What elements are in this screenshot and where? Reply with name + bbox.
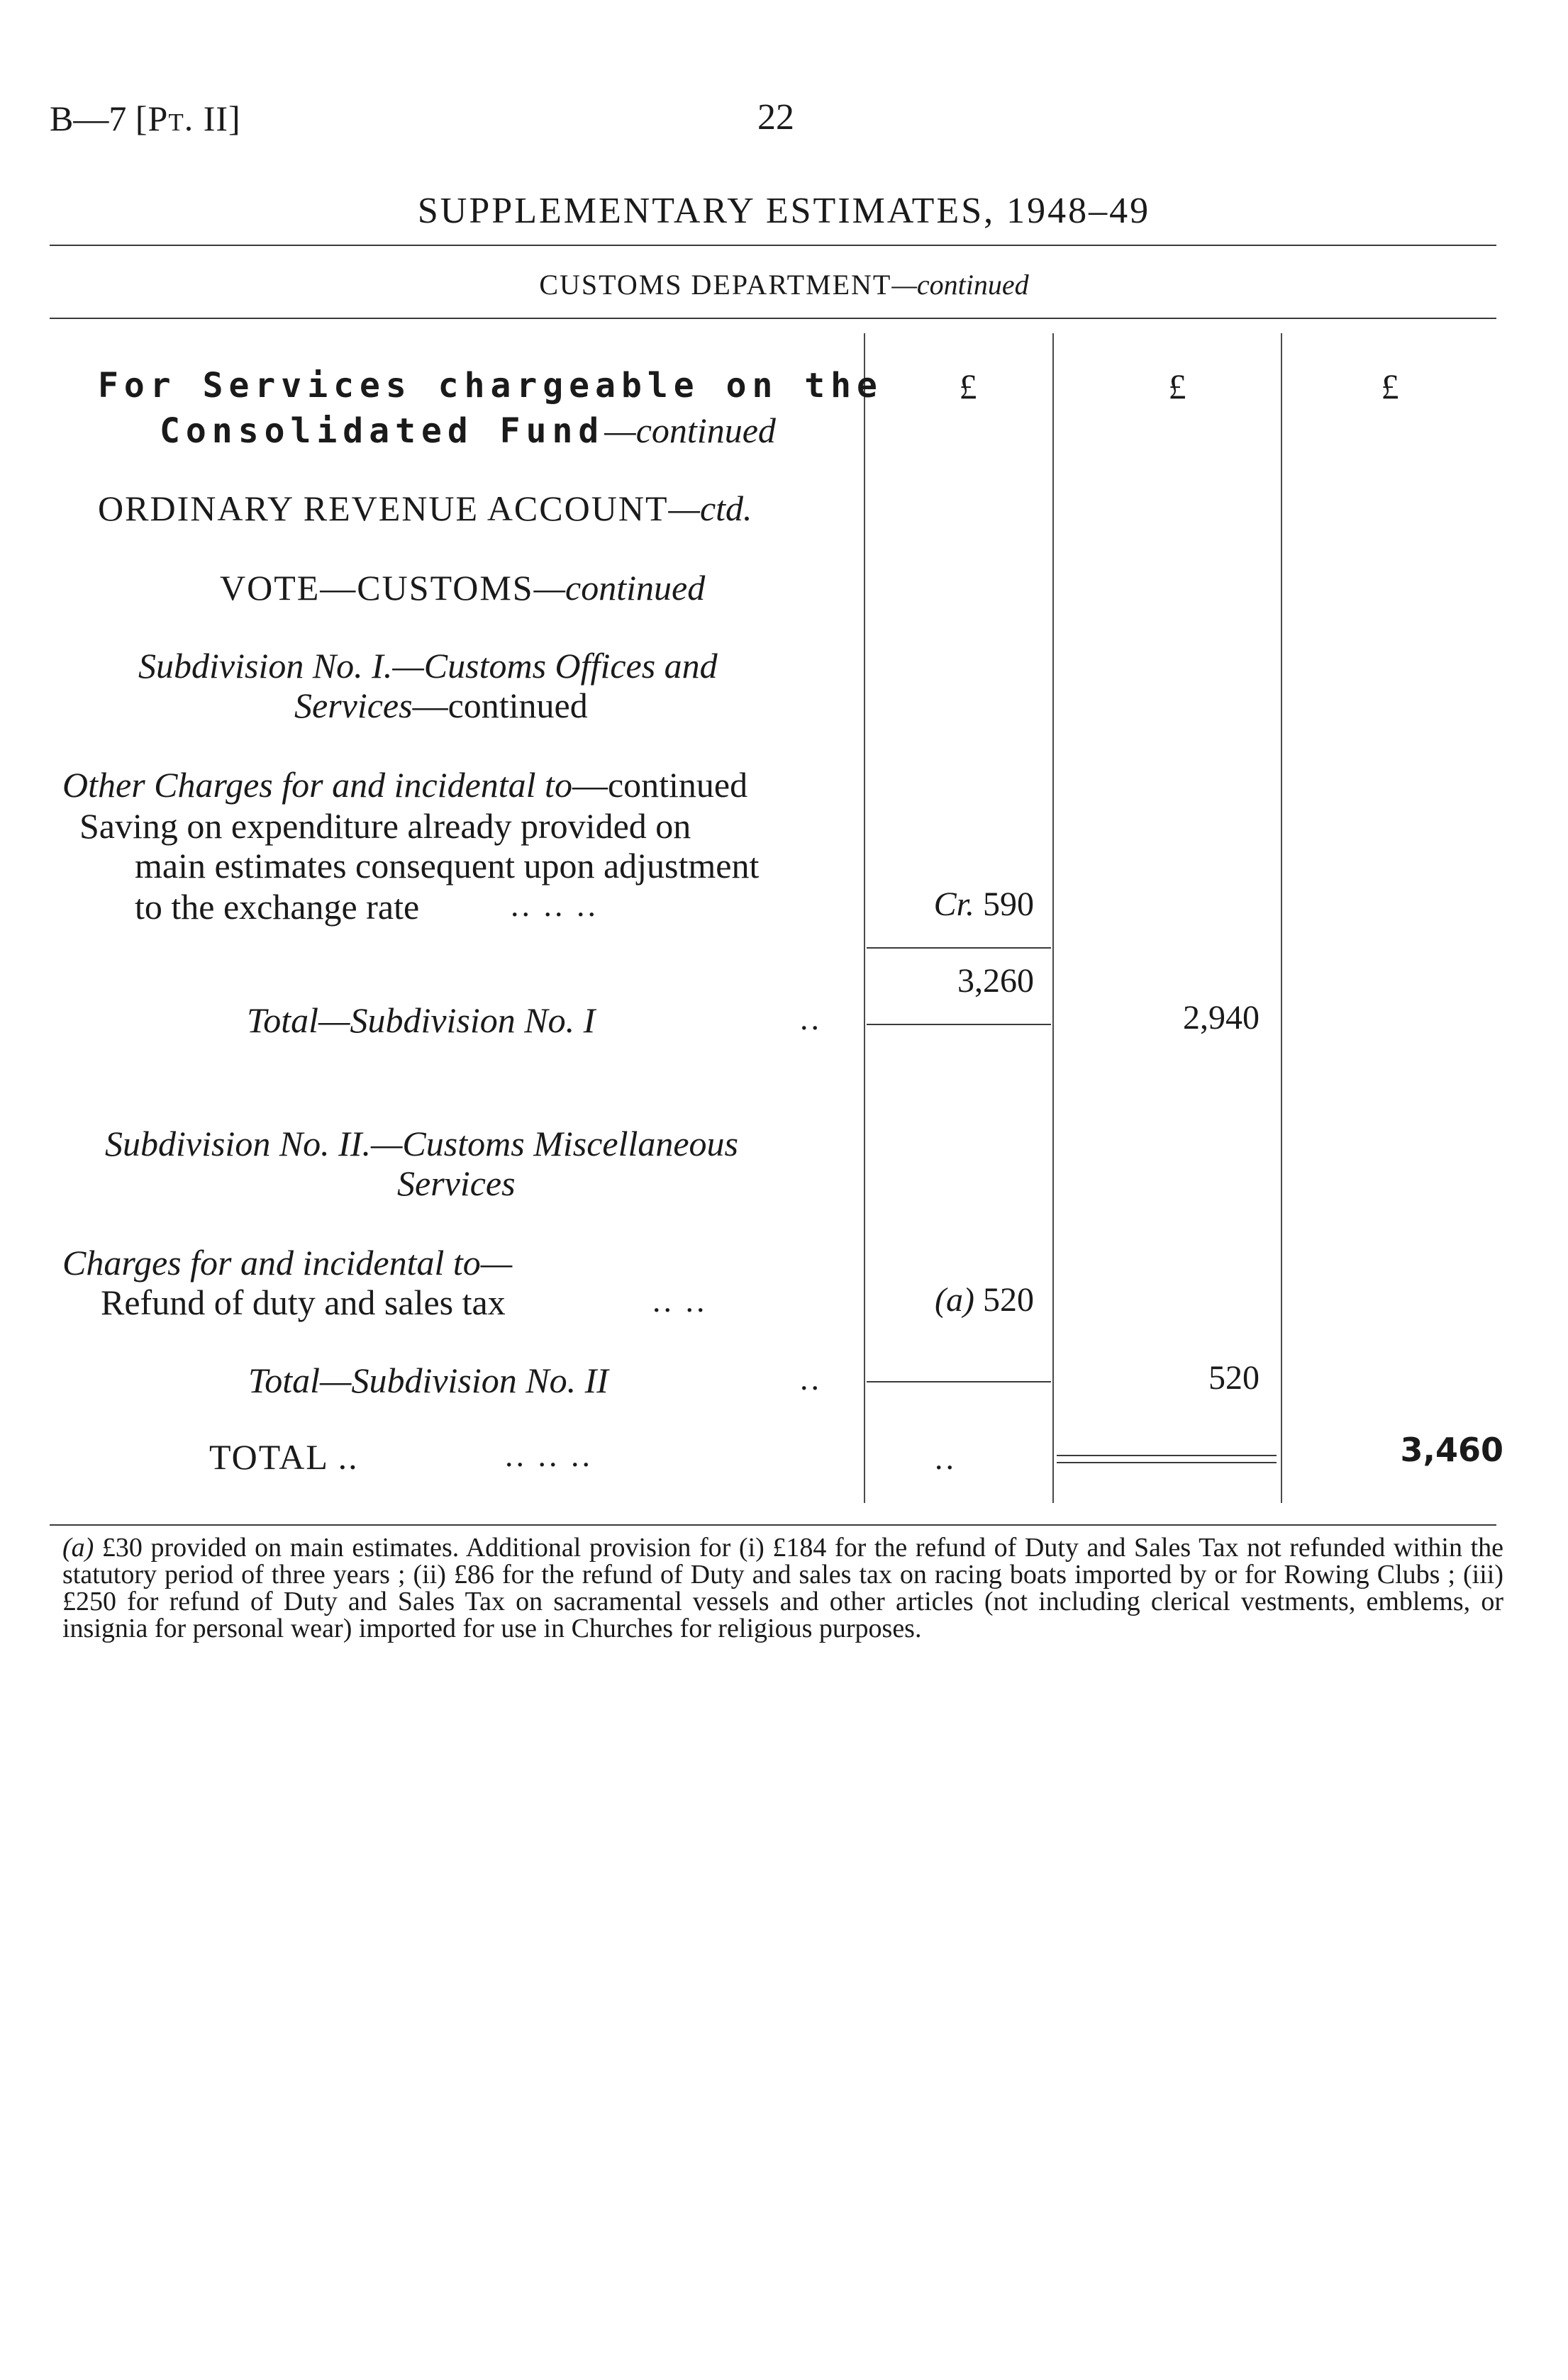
document-part: [Pt. II]: [135, 99, 241, 138]
saving-value: [864, 885, 1034, 924]
total-subdivision-2-value: 520: [1208, 1359, 1260, 1397]
footnote-rule: [50, 1524, 1496, 1526]
subdivision-1-line1: Subdivision No. I.—Customs Offices and: [138, 646, 718, 686]
total-dots: .. .. ..: [505, 1437, 593, 1473]
grand-total: 3,460: [1400, 1431, 1503, 1469]
refund-value: [864, 1280, 1034, 1319]
page-number: 22: [757, 97, 794, 138]
subdivision-1-line2: [294, 685, 588, 726]
account-suffix: —ctd.: [668, 488, 752, 528]
department-suffix: —continued: [891, 269, 1029, 301]
department-rule: [50, 318, 1496, 319]
column-header-3: £: [1381, 367, 1399, 406]
refund-dots: .. ..: [652, 1283, 708, 1319]
column-divider-2: [1052, 333, 1054, 1503]
services-heading-suffix: —continued: [604, 410, 776, 450]
subtotal-1: 3,260: [957, 962, 1034, 1000]
refund-line: Refund of duty and sales tax: [101, 1283, 506, 1322]
account-name: ORDINARY REVENUE ACCOUNT: [98, 488, 669, 528]
other-charges-label: Other Charges for and incidental to: [62, 765, 572, 805]
total-rule-bottom: [1057, 1462, 1277, 1463]
subdivision-1-suffix: —continued: [412, 686, 588, 725]
credit-prefix: Cr.: [933, 885, 974, 923]
document-code-text: B—7: [50, 99, 127, 138]
vote-suffix: —continued: [533, 568, 706, 608]
refund-footnote-marker: (a): [935, 1281, 974, 1319]
total-subdivision-2-dots: ..: [800, 1361, 822, 1397]
footnote-marker: (a): [62, 1533, 94, 1563]
total-subdivision-1-label: Total—Subdivision No. I: [247, 1000, 596, 1040]
vote-name: VOTE—CUSTOMS: [220, 568, 534, 608]
subdivision-2-line2: Services: [397, 1163, 516, 1203]
other-charges-heading: [62, 764, 747, 805]
column-header-2: £: [1168, 367, 1186, 406]
charges-heading: Charges for and incidental to—: [62, 1243, 513, 1283]
page-title: SUPPLEMENTARY ESTIMATES, 1948–49: [417, 191, 1151, 231]
subtotal-1-rule-bottom: [867, 1024, 1051, 1025]
total-column-1: ..: [935, 1440, 957, 1476]
services-heading-line1: For Services chargeable on the: [98, 366, 883, 406]
footnote: [62, 1534, 1503, 1642]
consolidated-fund: Consolidated Fund: [160, 411, 605, 451]
title-rule: [50, 245, 1496, 246]
saving-line1: Saving on expenditure already provided on: [79, 806, 691, 846]
saving-amount: 590: [983, 885, 1034, 923]
refund-amount: 520: [983, 1281, 1034, 1319]
total-label: TOTAL ..: [209, 1437, 359, 1477]
saving-line3: to the exchange rate: [135, 887, 420, 927]
department-heading: [0, 268, 1568, 301]
total-rule-top: [1057, 1455, 1277, 1456]
document-code: [50, 98, 241, 139]
subtotal-2-rule: [867, 1381, 1051, 1382]
other-charges-suffix: —continued: [572, 765, 748, 805]
total-subdivision-1-value: 2,940: [1183, 999, 1260, 1037]
saving-dots: .. .. ..: [511, 887, 599, 923]
total-subdivision-1-dots: ..: [800, 1000, 822, 1037]
total-subdivision-2-label: Total—Subdivision No. II: [248, 1361, 608, 1400]
department-name: CUSTOMS DEPARTMENT: [539, 269, 892, 301]
account-heading: [98, 488, 752, 529]
subdivision-1-services: Services: [294, 686, 413, 725]
services-heading-line2: [160, 410, 776, 451]
column-header-1: £: [959, 367, 977, 406]
column-divider-3: [1281, 333, 1282, 1503]
vote-heading: [220, 567, 705, 608]
subtotal-1-rule-top: [867, 947, 1051, 949]
subdivision-2-line1: Subdivision No. II.—Customs Miscellaneous: [105, 1124, 739, 1163]
footnote-text: £30 provided on main estimates. Additional provision for (i) £184 for the refund of Duty and Sales Tax not refunded within the statutory period of three years ; (ii) £86 for the refund of Duty and sales tax on racing boats imported by or for Rowing Clubs ; (iii) £250 for refund of Duty and Sales Tax on sacramental vessels and other articles (not including clerical vestments, emblems, or insignia for personal wear) imported for use in Churches for religious purposes.: [62, 1533, 1504, 1643]
saving-line2: main estimates consequent upon adjustment: [135, 846, 760, 885]
